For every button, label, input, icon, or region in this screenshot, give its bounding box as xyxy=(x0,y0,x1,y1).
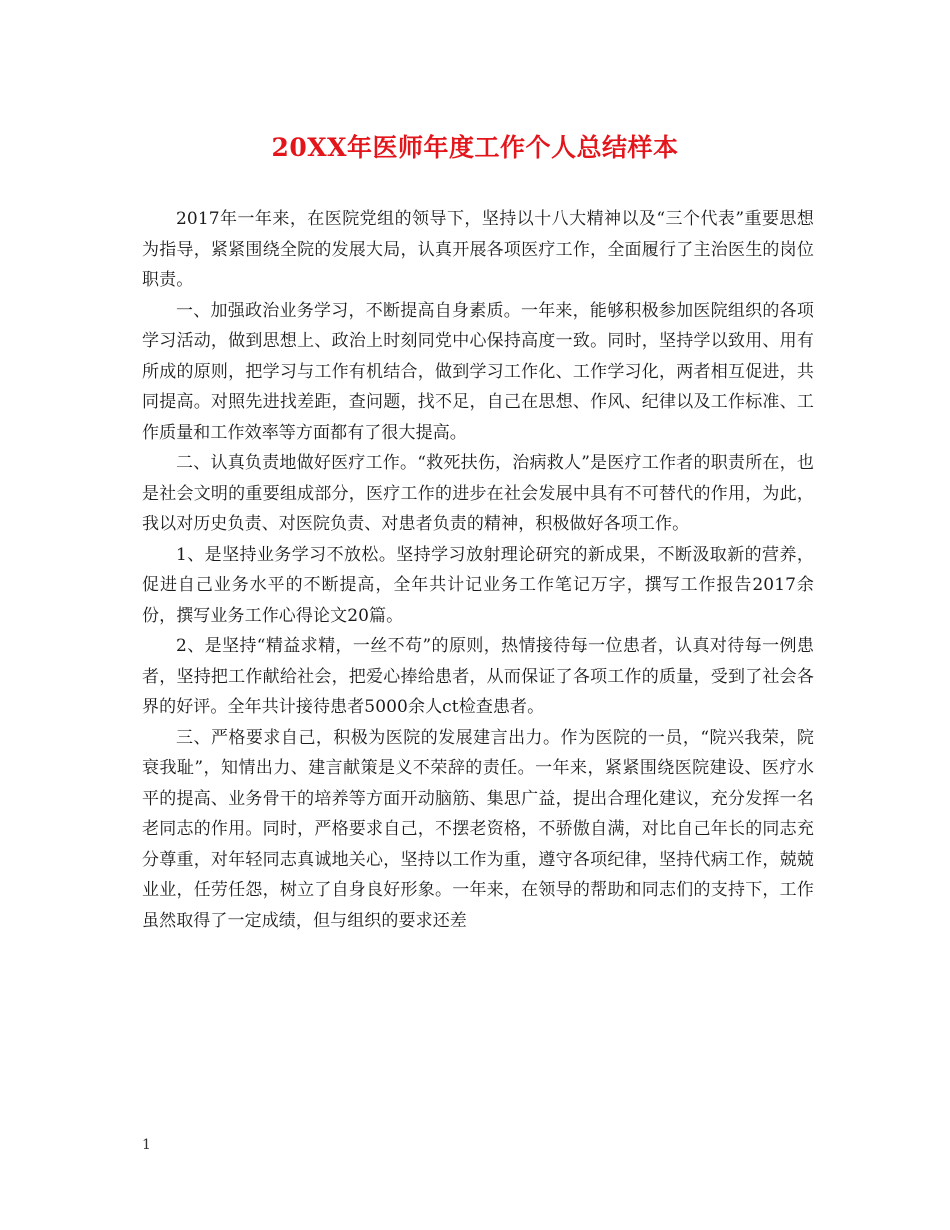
paragraph-section-2: 二、认真负责地做好医疗工作。“救死扶伤，治病救人”是医疗工作者的职责所在，也是社会文明的重要组成部分，医疗工作的进步在社会发展中具有不可替代的作用，为此，我以对历史负责、对医院负责、对患者负责的精神，积极做好各项工作。 xyxy=(142,453,814,534)
page-number: 1 xyxy=(142,1137,151,1153)
paragraph-intro: 2017年一年来，在医院党组的领导下，坚持以十八大精神以及“三个代表”重要思想为指导，紧紧围绕全院的发展大局，认真开展各项医疗工作，全面履行了主治医生的岗位职责。 xyxy=(142,209,814,290)
paragraph-item-2: 2、是坚持“精益求精，一丝不苟”的原则，热情接待每一位患者，认真对待每一例患者，坚持把工作献给社会，把爱心捧给患者，从而保证了各项工作的质量，受到了社会各界的好评。全年共计接待患者5000余人ct检查患者。 xyxy=(142,636,814,717)
document-title: 20XX年医师年度工作个人总结样本 xyxy=(271,133,679,162)
document-body xyxy=(142,204,814,936)
paragraph-section-3: 三、严格要求自己，积极为医院的发展建言出力。作为医院的一员，“院兴我荣，院衰我耻”，知情出力、建言献策是义不荣辞的责任。一年来，紧紧围绕医院建设、医疗水平的提高、业务骨干的培养等方面开动脑筋、集思广益，提出合理化建议，充分发挥一名老同志的作用。同时，严格要求自己，不摆老资格，不骄傲自满，对比自己年长的同志充分尊重，对年轻同志真诚地关心，坚持以工作为重，遵守各项纪律，坚持代病工作，兢兢业业，任劳任怨，树立了自身良好形象。一年来，在领导的帮助和同志们的支持下，工作虽然取得了一定成绩，但与组织的要求还差 xyxy=(142,727,814,931)
paragraph-section-1: 一、加强政治业务学习，不断提高自身素质。一年来，能够积极参加医院组织的各项学习活动，做到思想上、政治上时刻同党中心保持高度一致。同时，坚持学以致用、用有所成的原则，把学习与工作有机结合，做到学习工作化、工作学习化，两者相互促进，共同提高。对照先进找差距，查问题，找不足，自己在思想、作风、纪律以及工作标准、工作质量和工作效率等方面都有了很大提高。 xyxy=(142,300,814,443)
paragraph-item-1: 1、是坚持业务学习不放松。坚持学习放射理论研究的新成果，不断汲取新的营养，促进自己业务水平的不断提高，全年共计记业务工作笔记万字，撰写工作报告2017余份，撰写业务工作心得论文20篇。 xyxy=(142,544,814,626)
